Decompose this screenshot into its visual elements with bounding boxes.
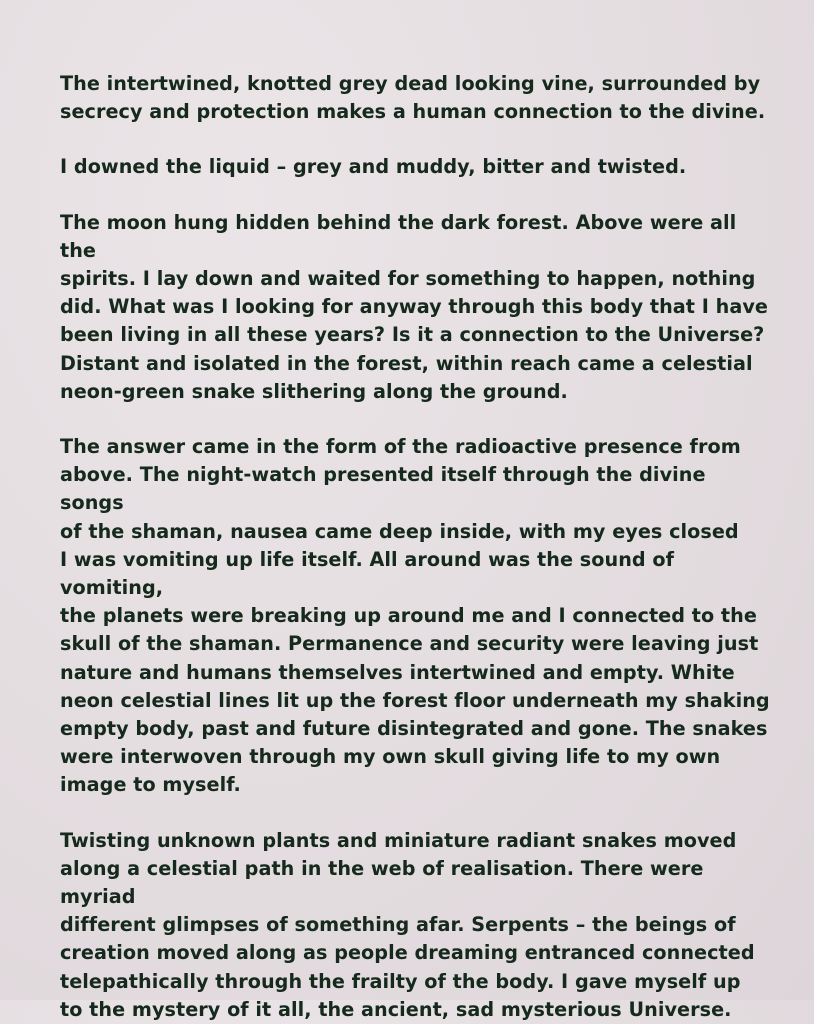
paragraph-liquid: I downed the liquid – grey and muddy, bitter and twisted. — [60, 155, 687, 179]
paragraph-moon: The moon hung hidden behind the dark forest. Above were all the spirits. I lay down and waited for something to happen, nothing did. What was I looking for anyway through this body that I have been living in all these years? Is it a connection to the Universe? Distant and isolated in the forest, within reach came a celestial neon-green snake slithering along the ground. — [60, 210, 768, 403]
paragraph-answer: The answer came in the form of the radioactive presence from above. The night-watch presented itself through the divine songs of the shaman, nausea came deep inside, with my eyes closed I was vomiting up life itself. All around was the sound of vomiting, the planets were breaking up around me and I connected to the skull of the shaman. Permanence and security were leaving just nature and humans themselves intertwined and empty. White neon celestial lines lit up the forest floor underneath my shaking empty body, past and future disintegrated and gone. The snakes were interwoven through my own skull giving life to my own image to myself. — [60, 435, 770, 797]
paragraph-twisting: Twisting unknown plants and miniature radiant snakes moved along a celestial path in the web of realisation. There were myriad different glimpses of something afar. Serpents – the beings of creation moved along as people dreaming entranced connected telepathically through the frailty of the body. I gave myself up to the mystery of it all, the ancient, sad mysterious Universe. — [60, 828, 755, 1021]
paragraph-vine: The intertwined, knotted grey dead looking vine, surrounded by secrecy and protection makes a human connection to the divine. — [60, 72, 766, 124]
